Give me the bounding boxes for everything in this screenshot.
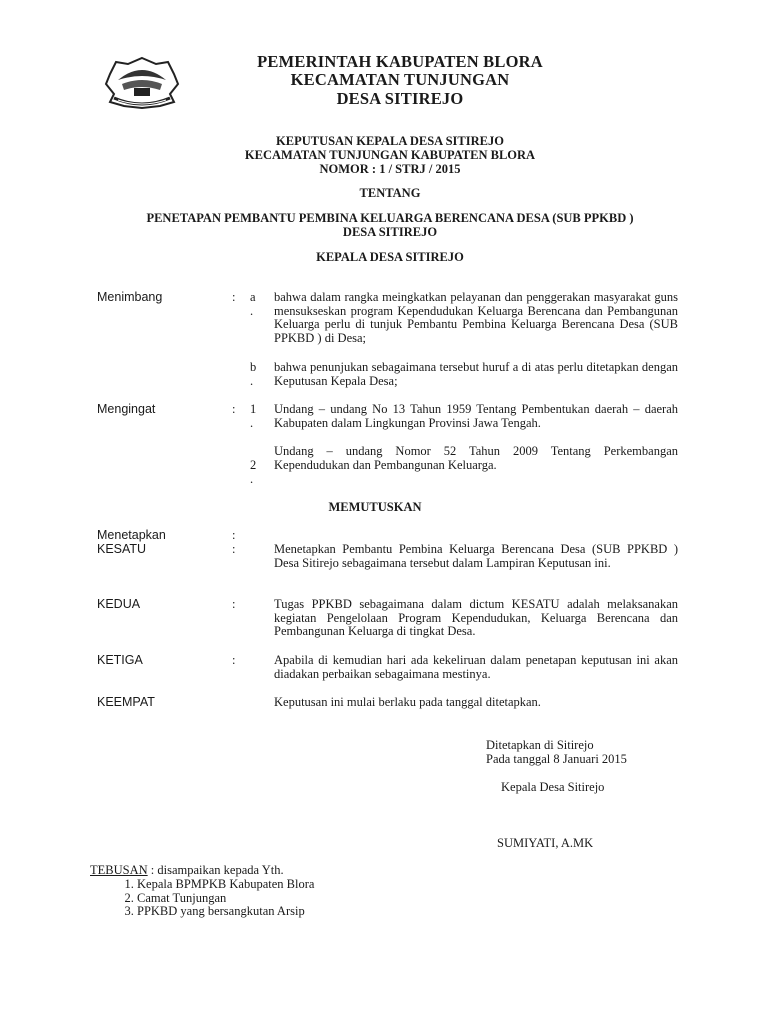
- letterhead-line-2: KECAMATAN TUNJUNGAN: [290, 70, 510, 89]
- kedua-text: Tugas PPKBD sebagaimana dalam dictum KESATU adalah melaksanakan kegiatan Pengelolaan Program Kependudukan, Keluarga Berencana dan Pembangunan Keluarga di tingkat Desa.: [274, 597, 678, 639]
- mengingat-2-text: Undang – undang Nomor 52 Tahun 2009 Tentang Perkembangan Kependudukan dan Pembangunan Keluarga.: [274, 444, 678, 472]
- mengingat-colon: :: [232, 402, 236, 416]
- kedua-label: KEDUA: [97, 597, 141, 611]
- menimbang-colon: :: [232, 290, 236, 304]
- mengingat-1-dot: .: [250, 416, 254, 430]
- menetapkan-label: Menetapkan: [97, 528, 166, 542]
- about-label: TENTANG: [359, 186, 421, 200]
- menimbang-b-text: bahwa penunjukan sebagaimana tersebut huruf a di atas perlu ditetapkan dengan Keputusan Kepala Desa;: [274, 360, 678, 388]
- ketiga-label: KETIGA: [97, 653, 143, 667]
- tebusan-intro: : disampaikan kepada Yth.: [147, 863, 284, 877]
- decree-number: NOMOR : 1 / STRJ / 2015: [319, 162, 461, 176]
- memutuskan-heading: MEMUTUSKAN: [328, 500, 422, 514]
- kesatu-label: KESATU: [97, 542, 147, 556]
- menimbang-a-text: bahwa dalam rangka meingkatkan pelayanan dan penggerakan masyarakat guns mensukseskan program Kependudukan Keluarga Berencana dan Pembangunan Keluarga perlu di tunjuk Pembantu Pembina Keluarga Berencana Desa (SUB PPKBD ) di Desa;: [274, 290, 678, 345]
- decree-title-1: KEPUTUSAN KEPALA DESA SITIREJO: [276, 134, 504, 148]
- signature-title: Kepala Desa Sitirejo: [501, 780, 605, 794]
- keempat-text: Keputusan ini mulai berlaku pada tanggal ditetapkan.: [274, 695, 541, 709]
- keempat-label: KEEMPAT: [97, 695, 155, 709]
- tebusan-item: 1. Kepala BPMPKB Kabupaten Blora: [137, 878, 314, 892]
- kesatu-text: Menetapkan Pembantu Pembina Keluarga Berencana Desa (SUB PPKBD ) Desa Sitirejo sebagaimana tersebut dalam Lampiran Keputusan ini.: [274, 542, 678, 570]
- menimbang-b-dot: .: [250, 374, 254, 388]
- signature-place: Ditetapkan di Sitirejo: [486, 738, 594, 752]
- tebusan-list: [91, 878, 314, 919]
- mengingat-2-marker: 2: [250, 458, 257, 472]
- mengingat-1-marker: 1: [250, 402, 257, 416]
- ketiga-colon: :: [232, 653, 236, 667]
- mengingat-2-dot: .: [250, 472, 254, 486]
- menimbang-label: Menimbang: [97, 290, 163, 304]
- signature-date: Pada tanggal 8 Januari 2015: [486, 752, 627, 766]
- kesatu-colon: :: [232, 542, 236, 556]
- kedua-colon: :: [232, 597, 236, 611]
- decree-subject-2: DESA SITIREJO: [342, 225, 438, 239]
- tebusan-label: TEBUSAN: [90, 863, 148, 877]
- letterhead-line-1: PEMERINTAH KABUPATEN BLORA: [257, 52, 543, 71]
- menetapkan-colon: :: [232, 528, 236, 542]
- blora-regency-seal-icon: [104, 54, 180, 110]
- decree-authority: KEPALA DESA SITIREJO: [316, 250, 464, 264]
- menimbang-b-marker: b: [250, 360, 257, 374]
- menimbang-a-dot: .: [250, 304, 254, 318]
- signature-name: SUMIYATI, A.MK: [497, 836, 594, 850]
- decree-subject-1: PENETAPAN PEMBANTU PEMBINA KELUARGA BERENCANA DESA (SUB PPKBD ): [146, 211, 634, 225]
- mengingat-label: Mengingat: [97, 402, 156, 416]
- tebusan-item: 2. Camat Tunjungan: [137, 892, 314, 906]
- menimbang-a-marker: a: [250, 290, 256, 304]
- tebusan-item: 3. PPKBD yang bersangkutan Arsip: [137, 905, 314, 919]
- decree-title-2: KECAMATAN TUNJUNGAN KABUPATEN BLORA: [244, 148, 536, 162]
- ketiga-text: Apabila di kemudian hari ada kekeliruan dalam penetapan keputusan ini akan diadakan perbaikan sebagaimana mestinya.: [274, 653, 678, 681]
- letterhead-line-3: DESA SITIREJO: [336, 89, 464, 108]
- mengingat-1-text: Undang – undang No 13 Tahun 1959 Tentang Pembentukan daerah – daerah Kabupaten dalam Lingkungan Provinsi Jawa Tengah.: [274, 402, 678, 430]
- tebusan-heading: [90, 864, 284, 878]
